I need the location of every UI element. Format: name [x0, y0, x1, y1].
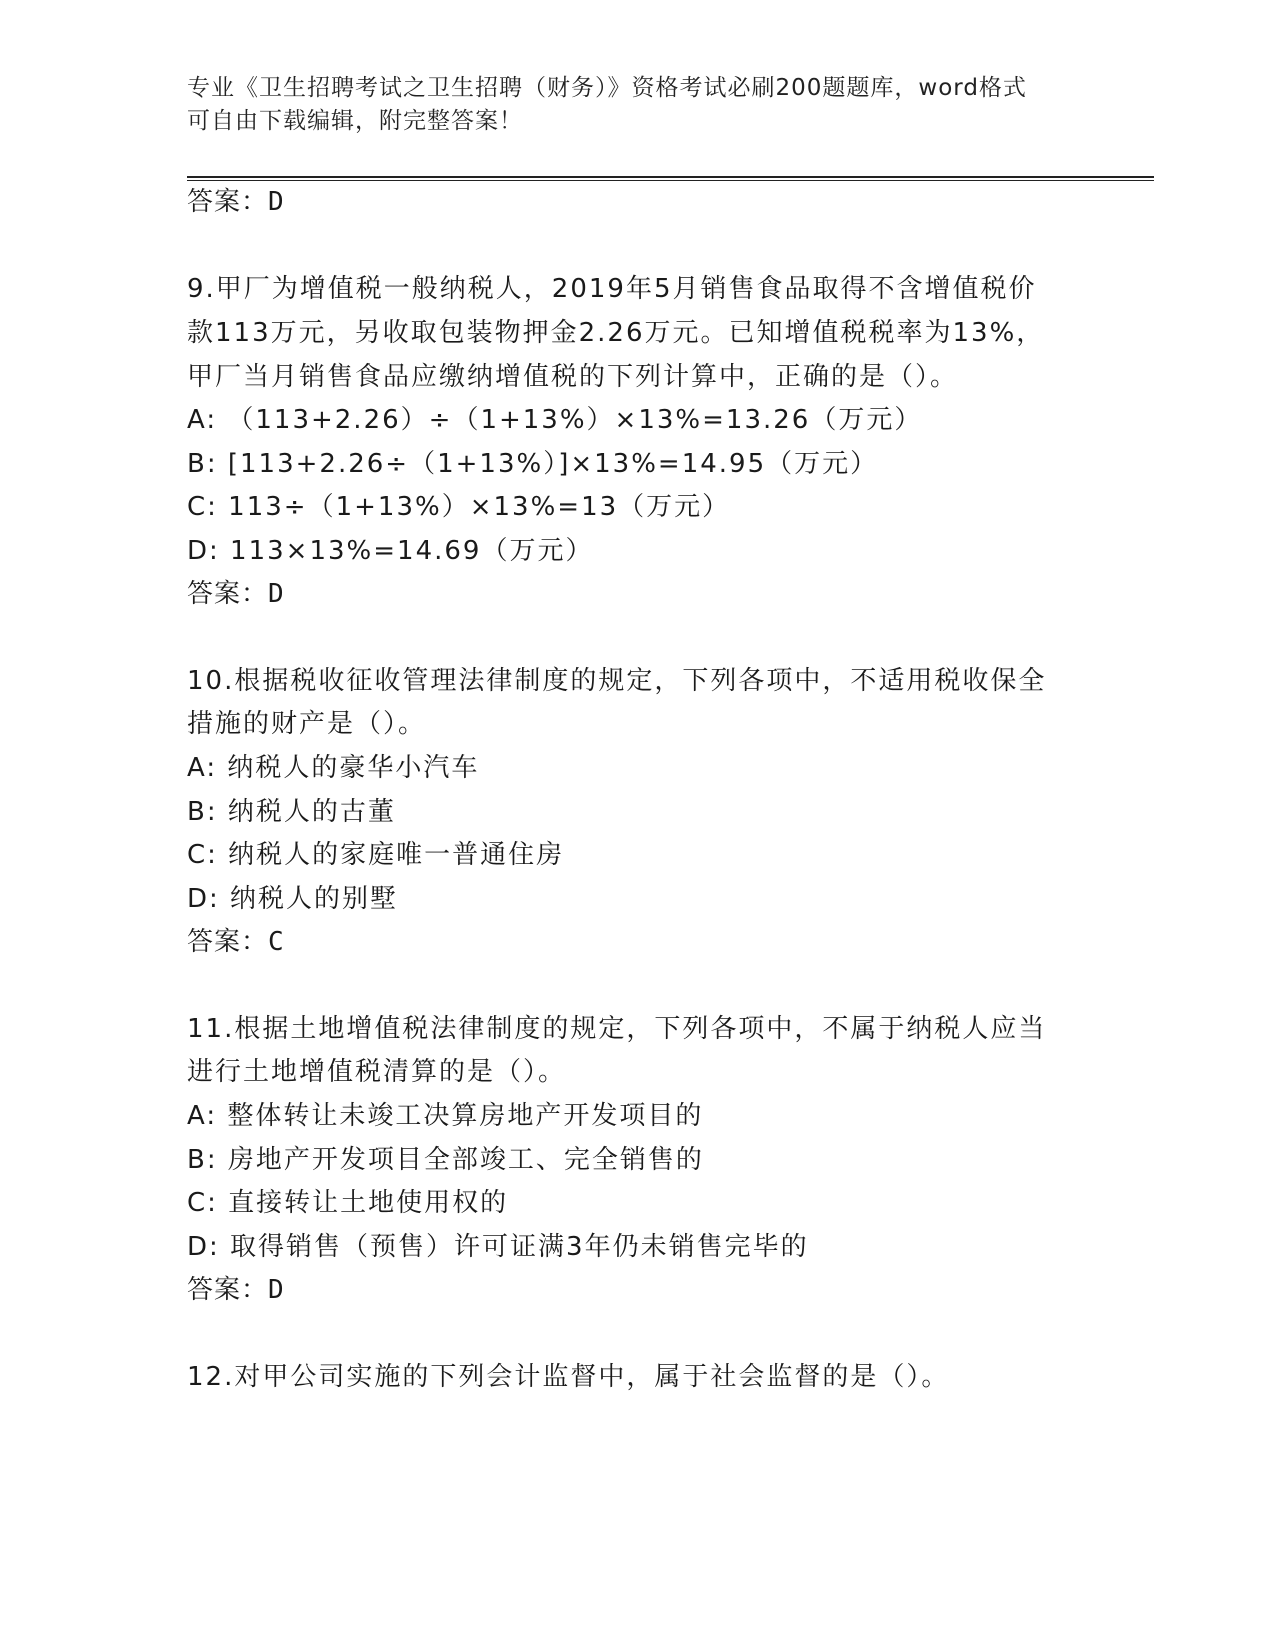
- option-a: A: 纳税人的豪华小汽车: [187, 753, 480, 783]
- question-stem-line: 10.根据税收征收管理法律制度的规定，下列各项中，不适用税收保全: [187, 666, 1047, 696]
- question-stem-line: 9.甲厂为增值税一般纳税人，2019年5月销售食品取得不含增值税价: [187, 274, 1037, 304]
- option-c: C: 纳税人的家庭唯一普通住房: [187, 840, 565, 870]
- answer-label: 答案：: [187, 1275, 269, 1305]
- answer-label: 答案：: [187, 187, 269, 217]
- question-stem-line: 甲厂当月销售食品应缴纳增值税的下列计算中，正确的是（）。: [187, 362, 959, 392]
- option-b: B: [113+2.26÷（1+13%）]×13%=14.95（万元）: [187, 449, 879, 479]
- answer-value: D: [268, 1275, 285, 1305]
- question-stem-line: 款113万元，另收取包装物押金2.26万元。已知增值税税率为13%，: [187, 318, 1045, 348]
- header-line-1: 专业《卫生招聘考试之卫生招聘（财务）》资格考试必刷200题题库，word格式: [187, 75, 1027, 101]
- option-b: B: 纳税人的古董: [187, 797, 396, 827]
- question-stem-line: 进行土地增值税清算的是（）。: [187, 1057, 567, 1087]
- header-divider: [187, 176, 1154, 181]
- option-b: B: 房地产开发项目全部竣工、完全销售的: [187, 1145, 704, 1175]
- answer-label: 答案：: [187, 927, 269, 957]
- question-stem-line: 11.根据土地增值税法律制度的规定，下列各项中，不属于纳税人应当: [187, 1014, 1047, 1044]
- answer-label: 答案：: [187, 579, 269, 609]
- answer-value: D: [268, 187, 285, 217]
- option-a: A: （113+2.26）÷（1+13%）×13%=13.26（万元）: [187, 405, 923, 435]
- answer-value: C: [268, 927, 285, 957]
- answer-line: [187, 578, 285, 610]
- answer-line: [187, 926, 285, 958]
- option-c: C: 直接转让土地使用权的: [187, 1188, 509, 1218]
- question-stem-line: 12.对甲公司实施的下列会计监督中，属于社会监督的是（）。: [187, 1362, 950, 1392]
- answer-line: [187, 1274, 285, 1306]
- header-line-2: 可自由下载编辑，附完整答案！: [187, 108, 523, 134]
- option-d: D: 113×13%=14.69（万元）: [187, 536, 594, 566]
- answer-line: [187, 186, 285, 218]
- option-c: C: 113÷（1+13%）×13%=13（万元）: [187, 492, 731, 522]
- question-stem-line: 措施的财产是（）。: [187, 709, 427, 739]
- option-a: A: 整体转让未竣工决算房地产开发项目的: [187, 1101, 704, 1131]
- option-d: D: 纳税人的别墅: [187, 884, 399, 914]
- page-header: [187, 72, 1087, 138]
- option-d: D: 取得销售（预售）许可证满3年仍未销售完毕的: [187, 1232, 809, 1262]
- answer-value: D: [268, 579, 285, 609]
